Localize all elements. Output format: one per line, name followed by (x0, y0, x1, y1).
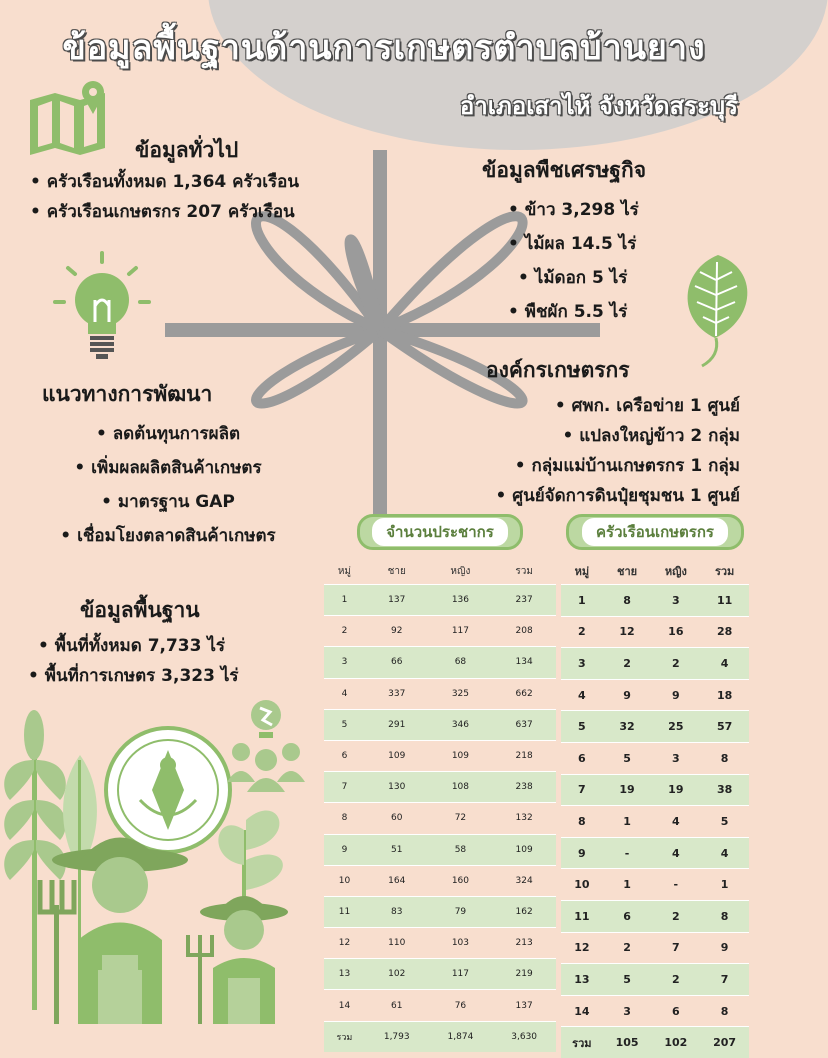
table-cell: 337 (365, 678, 429, 709)
table-cell: 2 (603, 932, 652, 964)
table-row (561, 900, 749, 932)
table-row (324, 647, 556, 678)
people-idea-icon (227, 700, 305, 792)
column-header: ชาย (617, 565, 638, 578)
table-cell: 25 (651, 711, 700, 743)
table-cell: 8 (700, 900, 749, 932)
table-row (561, 648, 749, 680)
crops-heading: ข้อมูลพืชเศรษฐกิจ (482, 158, 647, 182)
column-header: หญิง (664, 565, 687, 578)
table-cell: 109 (365, 740, 429, 771)
table-cell: 7 (651, 932, 700, 964)
table-cell: 7 (324, 772, 365, 803)
organization-item: • ศูนย์จัดการดินปุ๋ยชุมชน 1 ศูนย์ (495, 486, 740, 506)
table-cell: 10 (324, 865, 365, 896)
table-cell: 213 (492, 928, 556, 959)
table-row (561, 806, 749, 838)
table-cell: 12 (561, 932, 603, 964)
organization-item: • แปลงใหญ่ข้าว 2 กลุ่ม (562, 426, 740, 446)
table-cell: 76 (429, 990, 493, 1021)
table-cell: 160 (429, 865, 493, 896)
table-cell: 60 (365, 803, 429, 834)
table-row (324, 834, 556, 865)
table-cell: 662 (492, 678, 556, 709)
table-cell: 13 (324, 959, 365, 990)
page-subtitle: อำเภอเสาไห้ จังหวัดสระบุรี (459, 92, 738, 120)
table-cell: 4 (700, 837, 749, 869)
table-cell: 6 (561, 742, 603, 774)
table-cell: 208 (492, 616, 556, 647)
table-cell: 132 (492, 803, 556, 834)
table-cell: 218 (492, 740, 556, 771)
table-cell: 19 (603, 774, 652, 806)
table-cell: 11 (324, 896, 365, 927)
table-cell: 38 (700, 774, 749, 806)
organizations-section (420, 354, 740, 511)
table-cell: 72 (429, 803, 493, 834)
table-cell: 8 (324, 803, 365, 834)
table-cell: 5 (324, 709, 365, 740)
table-total-cell: 1,793 (365, 1021, 429, 1052)
table-cell: 92 (365, 616, 429, 647)
basic-info-section (28, 594, 318, 691)
crop-item: • ข้าว 3,298 ไร่ (508, 200, 639, 220)
column-header: รวม (515, 565, 533, 577)
table-cell: 2 (603, 648, 652, 680)
general-info-section (30, 134, 370, 227)
table-cell: 136 (429, 585, 493, 616)
table-cell: 3 (324, 647, 365, 678)
table-cell: 237 (492, 585, 556, 616)
table-cell: 4 (561, 679, 603, 711)
table-cell: 1 (603, 869, 652, 901)
table-row (561, 585, 749, 617)
table-cell: 5 (700, 806, 749, 838)
table-cell: 66 (365, 647, 429, 678)
table-cell: 4 (651, 806, 700, 838)
table-row (324, 709, 556, 740)
table-row (324, 803, 556, 834)
organization-item: • กลุ่มแม่บ้านเกษตรกร 1 กลุ่ม (514, 456, 740, 476)
table-total-cell: 1,874 (429, 1021, 493, 1052)
table-row (561, 837, 749, 869)
table-header-row (324, 558, 556, 585)
table-row (561, 995, 749, 1027)
table-row (561, 964, 749, 996)
general-info-line: • ครัวเรือนทั้งหมด 1,364 ครัวเรือน (30, 172, 299, 192)
table-cell: 61 (365, 990, 429, 1021)
population-data-table (324, 558, 556, 1052)
table-row (324, 585, 556, 616)
table-cell: 68 (429, 647, 493, 678)
table-cell: 79 (429, 896, 493, 927)
table-cell: 109 (492, 834, 556, 865)
general-info-heading: ข้อมูลทั่วไป (135, 138, 239, 162)
table-cell: 14 (561, 995, 603, 1027)
column-header: รวม (714, 565, 735, 578)
table-row (324, 772, 556, 803)
table-row (324, 928, 556, 959)
column-header: หมู่ (337, 565, 352, 577)
table-cell: 8 (700, 742, 749, 774)
table-cell: 137 (365, 585, 429, 616)
table-cell: 2 (561, 616, 603, 648)
table-row (561, 869, 749, 901)
table-cell: 134 (492, 647, 556, 678)
table-cell: 219 (492, 959, 556, 990)
table-cell: 7 (700, 964, 749, 996)
population-table-title: จำนวนประชากร (372, 518, 508, 546)
table-cell: 9 (324, 834, 365, 865)
table-cell: 9 (603, 679, 652, 711)
table-row (561, 742, 749, 774)
table-total-cell: 3,630 (492, 1021, 556, 1052)
basic-info-line: • พื้นที่การเกษตร 3,323 ไร่ (28, 666, 239, 686)
department-seal (106, 728, 230, 852)
column-header: ชาย (387, 565, 406, 577)
table-cell: 164 (365, 865, 429, 896)
table-row (561, 711, 749, 743)
lightbulb-icon (55, 253, 149, 359)
table-cell: 58 (429, 834, 493, 865)
table-row (561, 679, 749, 711)
table-cell: 8 (603, 585, 652, 617)
table-row (324, 865, 556, 896)
organization-item: • ศพก. เครือข่าย 1 ศูนย์ (554, 396, 740, 416)
table-cell: 18 (700, 679, 749, 711)
table-cell: 12 (603, 616, 652, 648)
table-cell: 6 (651, 995, 700, 1027)
household-table (561, 514, 749, 1058)
table-cell: 1 (700, 869, 749, 901)
table-cell: 16 (651, 616, 700, 648)
table-total-row (324, 1021, 556, 1052)
crop-item: • ไม้ผล 14.5 ไร่ (508, 234, 637, 254)
table-cell: 102 (365, 959, 429, 990)
table-cell: 4 (700, 648, 749, 680)
crop-item: • ไม้ดอก 5 ไร่ (518, 268, 628, 288)
table-cell: 32 (603, 711, 652, 743)
table-cell: 51 (365, 834, 429, 865)
general-info-line: • ครัวเรือนเกษตรกร 207 ครัวเรือน (30, 202, 295, 222)
table-cell: 4 (324, 678, 365, 709)
table-cell: 325 (429, 678, 493, 709)
table-cell: 2 (324, 616, 365, 647)
table-total-cell: 105 (603, 1027, 652, 1058)
table-cell: 3 (651, 585, 700, 617)
table-cell: 346 (429, 709, 493, 740)
table-cell: 9 (700, 932, 749, 964)
table-cell: 9 (651, 679, 700, 711)
table-cell: 162 (492, 896, 556, 927)
table-cell: - (651, 869, 700, 901)
table-total-row (561, 1027, 749, 1058)
table-row (561, 774, 749, 806)
table-cell: 291 (365, 709, 429, 740)
household-data-table (561, 558, 749, 1058)
table-cell: 8 (561, 806, 603, 838)
development-item: • เพิ่มผลผลิตสินค้าเกษตร (74, 458, 262, 478)
page-title: ข้อมูลพื้นฐานด้านการเกษตรตำบลบ้านยาง (62, 28, 706, 68)
table-cell: 2 (651, 648, 700, 680)
table-cell: 14 (324, 990, 365, 1021)
column-header: หญิง (450, 565, 471, 577)
table-cell: 5 (603, 742, 652, 774)
table-cell: 324 (492, 865, 556, 896)
development-item: • ลดต้นทุนการผลิต (95, 424, 241, 444)
development-item: • มาตรฐาน GAP (101, 492, 235, 512)
table-row (324, 740, 556, 771)
table-cell: 13 (561, 964, 603, 996)
table-cell: 57 (700, 711, 749, 743)
household-table-title-pill (566, 514, 744, 550)
table-cell: 637 (492, 709, 556, 740)
table-cell: 8 (700, 995, 749, 1027)
table-cell: - (603, 837, 652, 869)
table-cell: 1 (561, 585, 603, 617)
table-cell: 28 (700, 616, 749, 648)
table-cell: 117 (429, 959, 493, 990)
table-cell: 5 (561, 711, 603, 743)
column-header: หมู่ (574, 565, 590, 578)
table-cell: 238 (492, 772, 556, 803)
basic-info-line: • พื้นที่ทั้งหมด 7,733 ไร่ (38, 636, 226, 656)
table-cell: 1 (603, 806, 652, 838)
development-heading: แนวทางการพัฒนา (42, 382, 213, 406)
population-table (324, 514, 556, 1052)
table-cell: 83 (365, 896, 429, 927)
table-cell: 103 (429, 928, 493, 959)
table-header-row (561, 558, 749, 585)
table-row (561, 616, 749, 648)
table-cell: 2 (651, 964, 700, 996)
table-cell: 6 (603, 900, 652, 932)
crop-item: • พืชผัก 5.5 ไร่ (508, 302, 628, 322)
table-cell: 10 (561, 869, 603, 901)
table-total-cell: 207 (700, 1027, 749, 1058)
development-item: • เชื่อมโยงตลาดสินค้าเกษตร (60, 526, 276, 546)
crops-section (482, 154, 702, 329)
table-cell: 130 (365, 772, 429, 803)
table-cell: 11 (700, 585, 749, 617)
table-cell: 108 (429, 772, 493, 803)
table-total-cell: รวม (561, 1027, 603, 1058)
table-cell: 2 (651, 900, 700, 932)
table-total-cell: 102 (651, 1027, 700, 1058)
table-cell: 4 (651, 837, 700, 869)
population-table-title-pill (357, 514, 523, 550)
table-cell: 11 (561, 900, 603, 932)
table-cell: 110 (365, 928, 429, 959)
table-cell: 3 (603, 995, 652, 1027)
table-row (324, 990, 556, 1021)
organizations-heading: องค์กรเกษตรกร (486, 358, 630, 382)
table-cell: 109 (429, 740, 493, 771)
table-cell: 3 (651, 742, 700, 774)
table-row (324, 896, 556, 927)
table-row (324, 678, 556, 709)
basic-info-heading: ข้อมูลพื้นฐาน (80, 598, 200, 622)
table-row (324, 959, 556, 990)
table-cell: 7 (561, 774, 603, 806)
household-table-title: ครัวเรือนเกษตรกร (582, 518, 728, 546)
table-cell: 19 (651, 774, 700, 806)
table-cell: 9 (561, 837, 603, 869)
table-cell: 3 (561, 648, 603, 680)
table-row (324, 616, 556, 647)
table-cell: 12 (324, 928, 365, 959)
table-cell: 137 (492, 990, 556, 1021)
table-cell: 1 (324, 585, 365, 616)
table-cell: 5 (603, 964, 652, 996)
table-row (561, 932, 749, 964)
table-total-cell: รวม (324, 1021, 365, 1052)
development-section (18, 378, 318, 553)
table-cell: 6 (324, 740, 365, 771)
table-cell: 117 (429, 616, 493, 647)
